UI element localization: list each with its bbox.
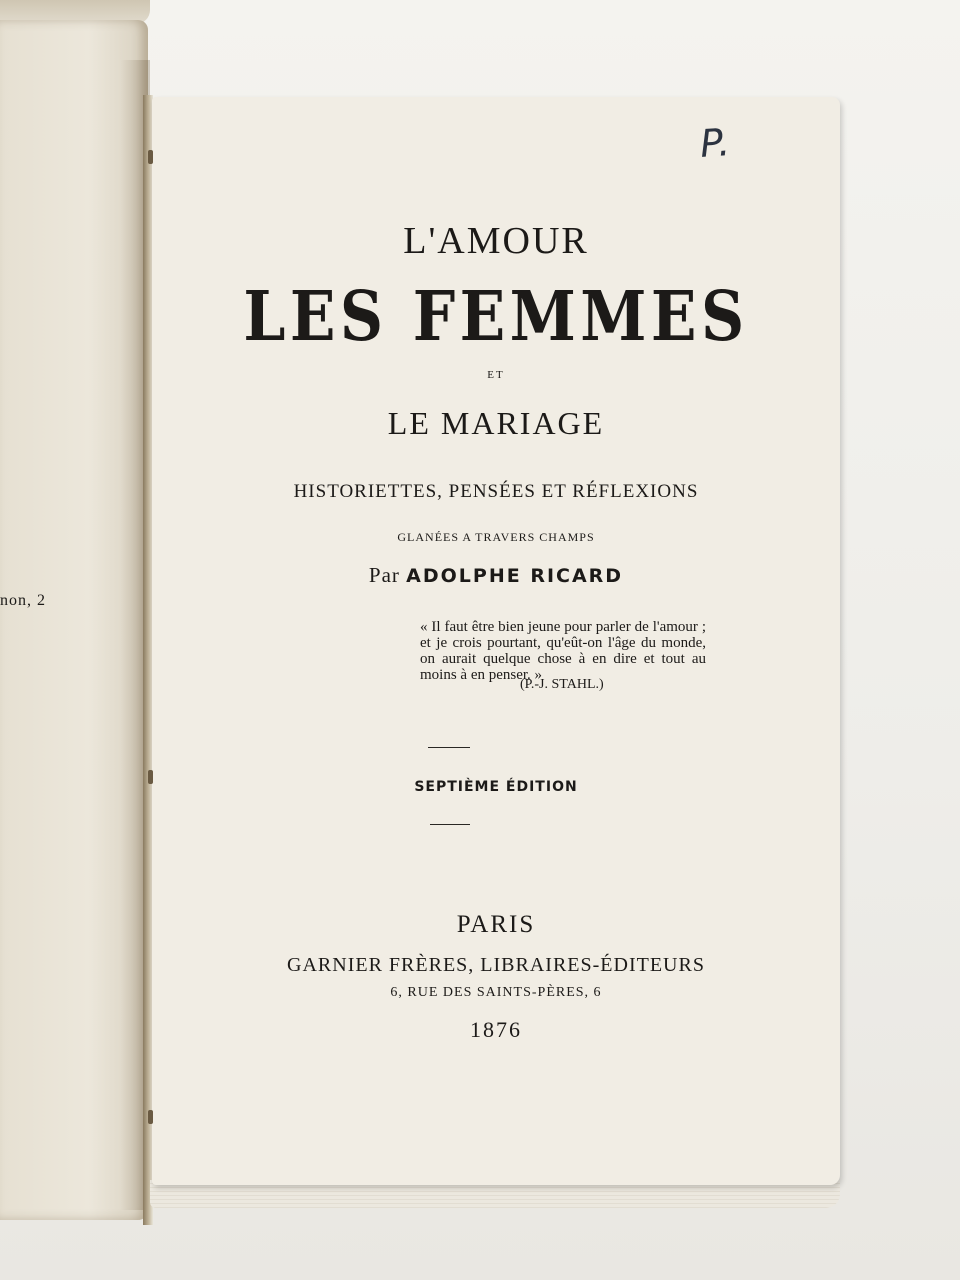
publication-year: 1876 xyxy=(470,1017,522,1042)
publication-city: PARIS xyxy=(456,911,536,938)
subtitle: HISTORIETTES, PENSÉES ET RÉFLEXIONS xyxy=(293,481,699,502)
epigraph-source: (P.-J. STAHL.) xyxy=(520,677,604,692)
title-main: LES FEMMES xyxy=(243,277,749,357)
divider-top xyxy=(428,747,470,748)
divider-bottom xyxy=(430,824,470,825)
author-line xyxy=(152,563,840,588)
binding-thread xyxy=(148,150,153,164)
subtitle-secondary: GLANÉES A TRAVERS CHAMPS xyxy=(397,530,595,544)
publisher: GARNIER FRÈRES, LIBRAIRES-ÉDITEURS xyxy=(287,954,705,976)
left-page-text-fragment: non, 2 xyxy=(0,592,46,609)
title-page xyxy=(152,97,840,1185)
binding-thread xyxy=(148,1110,153,1124)
epigraph: « Il faut être bien jeune pour parler de l'amour ; et je crois pourtant, qu'eût-on l'âge du monde, on aurait quelque chose à en dire et tout au moins à en penser. » xyxy=(420,619,706,683)
edition: SEPTIÈME ÉDITION xyxy=(414,779,578,795)
publisher-address: 6, RUE DES SAINTS-PÈRES, 6 xyxy=(390,985,602,1000)
pencil-mark: P. xyxy=(698,120,732,166)
binding-thread xyxy=(148,770,153,784)
title-line-3: LE MARIAGE xyxy=(387,405,605,441)
title-conjunction: ET xyxy=(487,369,505,381)
title-line-1: L'AMOUR xyxy=(403,220,589,262)
author-name: ADOLPHE RICARD xyxy=(406,565,624,587)
author-prefix: Par xyxy=(368,563,400,587)
